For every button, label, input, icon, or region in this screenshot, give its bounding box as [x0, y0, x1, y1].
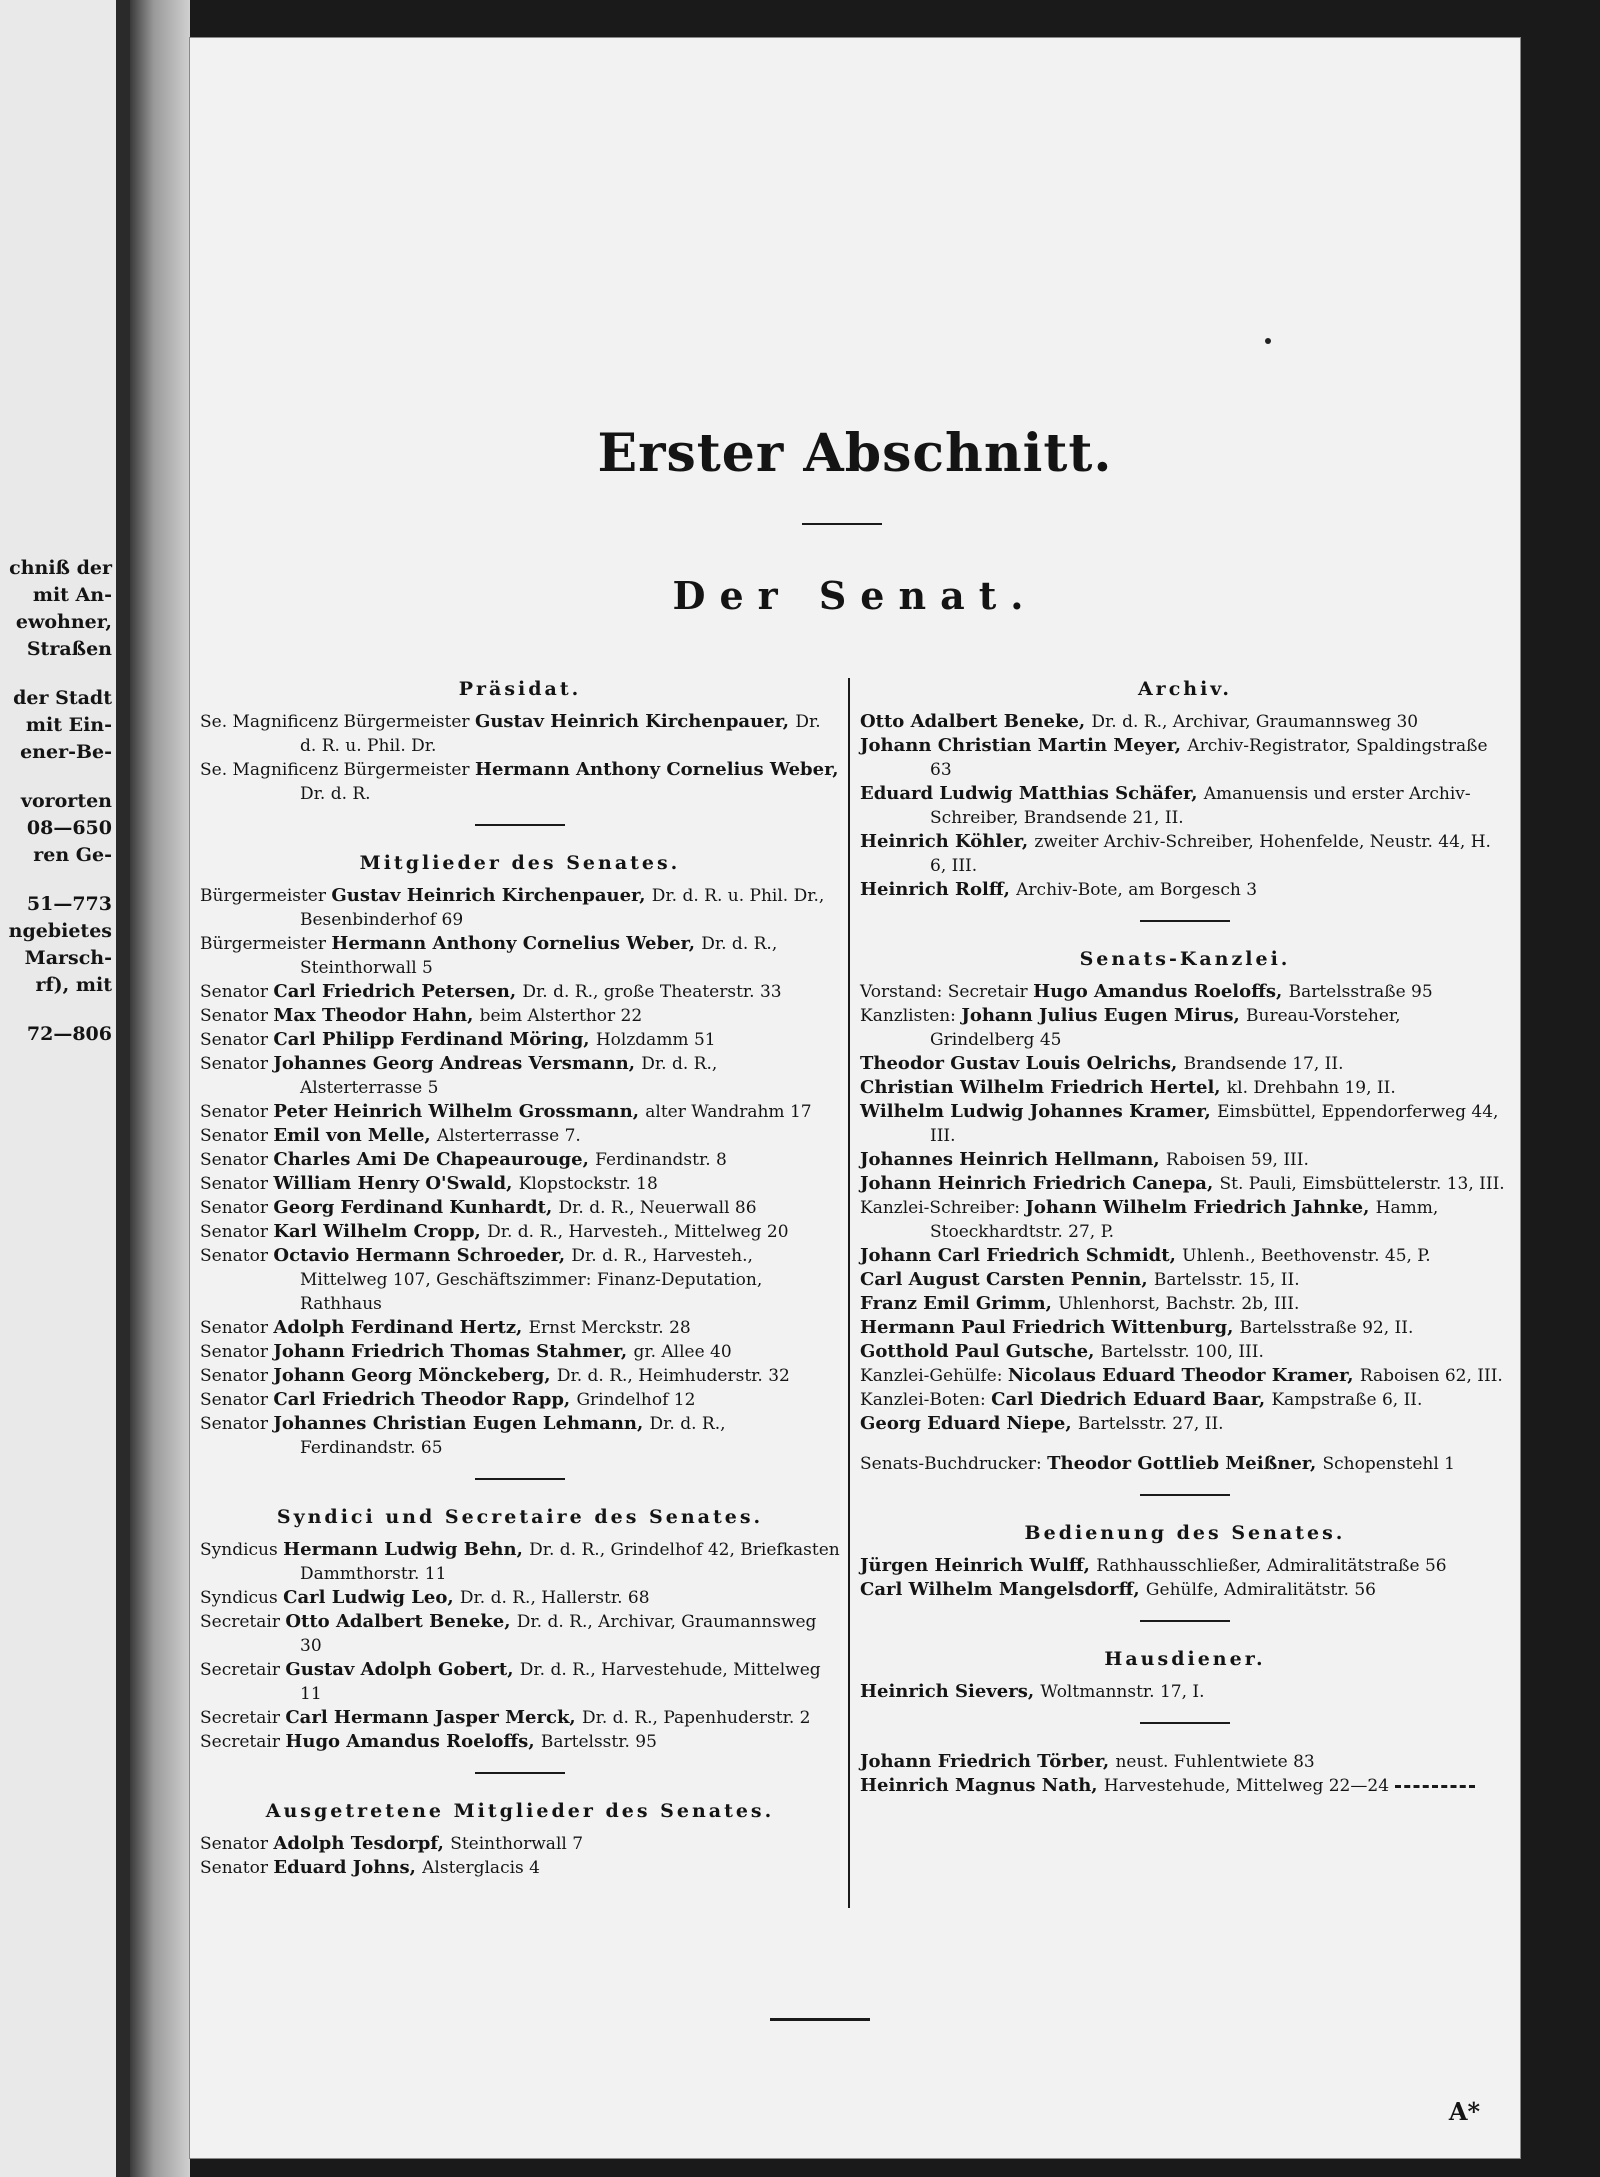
directory-entry — [200, 1388, 840, 1412]
praesidat-heading: Präsidat. — [458, 678, 582, 700]
directory-entry — [860, 1172, 1510, 1196]
entry-details: Schopenstehl 1 — [1322, 1454, 1455, 1474]
entry-name: Gustav Heinrich Kirchenpauer, — [474, 711, 796, 732]
entry-name: Heinrich Rolff, — [860, 879, 1017, 900]
entry-details: Bartelsstr. 27, II. — [1077, 1414, 1224, 1434]
directory-entry — [860, 1076, 1510, 1100]
entry-details: Dr. d. R. — [300, 784, 371, 804]
directory-entry — [860, 1412, 1510, 1436]
entry-name: Heinrich Sievers, — [860, 1681, 1041, 1702]
entry-name: Heinrich Magnus Nath, — [860, 1775, 1104, 1796]
entry-details: Alsterterrasse 7. — [436, 1126, 581, 1146]
entry-details: Bartelsstraße 92, II. — [1239, 1318, 1414, 1338]
section-rule — [475, 824, 565, 826]
entry-title: Senats-Buchdrucker: — [860, 1454, 1048, 1474]
previous-page-gap — [2, 869, 112, 891]
entry-title: Kanzlisten: — [860, 1006, 962, 1026]
directory-entry — [200, 1364, 840, 1388]
directory-entry — [200, 1340, 840, 1364]
previous-page-line: 51—773 — [26, 893, 112, 915]
directory-entry — [860, 734, 1510, 782]
entry-details: Dr. d. R. u. Phil. Dr., Besenbinderhof 69 — [300, 886, 825, 930]
entry-name: Wilhelm Ludwig Johannes Kramer, — [860, 1101, 1218, 1122]
directory-entry — [200, 1244, 840, 1316]
directory-entry — [860, 1774, 1510, 1798]
entry-title: Senator — [200, 1414, 274, 1434]
entry-details: Brandsende 17, II. — [1183, 1054, 1344, 1074]
previous-page-line: Marsch- — [24, 947, 112, 969]
previous-page-line: vororten — [20, 790, 112, 812]
right-column — [860, 678, 1510, 1798]
directory-entry — [200, 1028, 840, 1052]
entry-details: Raboisen 59, III. — [1165, 1150, 1309, 1170]
directory-entry — [200, 1856, 840, 1880]
directory-entry — [200, 1124, 840, 1148]
entry-name: Adolph Ferdinand Hertz, — [273, 1317, 529, 1338]
section-rule — [1140, 920, 1230, 922]
entry-name: Carl Wilhelm Mangelsdorff, — [860, 1579, 1146, 1600]
directory-entry — [860, 1680, 1510, 1704]
entry-name: Johann Christian Martin Meyer, — [860, 735, 1188, 756]
previous-page-gap — [2, 663, 112, 685]
previous-page-line: 08—650 — [26, 817, 112, 839]
entry-name: Johann Julius Eugen Mirus, — [961, 1005, 1246, 1026]
entry-details: Steinthorwall 7 — [450, 1834, 584, 1854]
entry-name: Georg Ferdinand Kunhardt, — [273, 1197, 559, 1218]
entry-title: Senator — [200, 1858, 274, 1878]
entry-name: Theodor Gottlieb Meißner, — [1047, 1453, 1323, 1474]
entry-details: Hamm, Stoeckhardtstr. 27, P. — [930, 1198, 1439, 1242]
entry-details: Bartelsstraße 95 — [1288, 982, 1433, 1002]
directory-entry — [860, 1316, 1510, 1340]
entry-name: Hermann Anthony Cornelius Weber, — [474, 759, 839, 780]
entry-title: Vorstand: Secretair — [860, 982, 1034, 1002]
former-members-heading: Ausgetretene Mitglieder des Senates. — [265, 1800, 775, 1822]
entry-name: Johannes Christian Eugen Lehmann, — [273, 1413, 650, 1434]
entry-details: Bartelsstr. 15, II. — [1153, 1270, 1300, 1290]
entry-name: Otto Adalbert Beneke, — [285, 1611, 517, 1632]
entry-name: Gustav Heinrich Kirchenpauer, — [331, 885, 652, 906]
entry-name: Emil von Melle, — [273, 1125, 437, 1146]
entry-name: Charles Ami De Chapeaurouge, — [273, 1149, 596, 1170]
entry-details: Dr. d. R., Hallerstr. 68 — [459, 1588, 650, 1608]
archive-heading: Archiv. — [1137, 678, 1233, 700]
entry-details: Dr. d. R. u. Phil. Dr. — [300, 712, 821, 756]
entry-details: Klopstockstr. 18 — [518, 1174, 658, 1194]
entry-details: Uhlenh., Beethovenstr. 45, P. — [1182, 1246, 1431, 1266]
entry-details: Dr. d. R., Ferdinandstr. 65 — [300, 1414, 726, 1458]
directory-entry — [860, 1292, 1510, 1316]
entry-details: Bureau-Vorsteher, Grindelberg 45 — [930, 1006, 1401, 1050]
directory-entry — [860, 1196, 1510, 1244]
entry-name: Max Theodor Hahn, — [273, 1005, 480, 1026]
entry-name: Johann Friedrich Törber, — [860, 1751, 1116, 1772]
entry-name: Carl Hermann Jasper Merck, — [285, 1707, 582, 1728]
entry-title: Senator — [200, 1054, 274, 1074]
print-speck — [1265, 338, 1271, 344]
entry-title: Kanzlei-Schreiber: — [860, 1198, 1026, 1218]
directory-entry — [200, 884, 840, 932]
entry-title: Secretair — [200, 1732, 286, 1752]
entry-title: Senator — [200, 1342, 274, 1362]
directory-entry — [860, 1388, 1510, 1412]
directory-entry — [860, 980, 1510, 1004]
entry-name: Nicolaus Eduard Theodor Kramer, — [1007, 1365, 1360, 1386]
entry-details: Uhlenhorst, Bachstr. 2b, III. — [1058, 1294, 1300, 1314]
entry-details: Dr. d. R., Steinthorwall 5 — [300, 934, 778, 978]
entry-details: Eimsbüttel, Eppendorferweg 44, III. — [930, 1102, 1499, 1146]
previous-page-gap — [2, 766, 112, 788]
entry-details: Holzdamm 51 — [595, 1030, 716, 1050]
section-rule — [475, 1478, 565, 1480]
directory-entry — [860, 830, 1510, 878]
entry-title: Senator — [200, 982, 274, 1002]
directory-entry — [200, 1148, 840, 1172]
directory-entry — [200, 980, 840, 1004]
entry-details: Ernst Merckstr. 28 — [528, 1318, 691, 1338]
previous-page-line: ren Ge- — [33, 844, 112, 866]
chancellery-heading: Senats-Kanzlei. — [1079, 948, 1291, 970]
entry-title: Se. Magnificenz Bürgermeister — [200, 760, 475, 780]
entry-name: Johann Wilhelm Friedrich Jahnke, — [1025, 1197, 1376, 1218]
directory-entry — [200, 758, 840, 806]
entry-details: Grindelhof 12 — [576, 1390, 696, 1410]
section-rule — [475, 1772, 565, 1774]
entry-details: zweiter Archiv-Schreiber, Hohenfelde, Neustr. 44, H. 6, III. — [930, 832, 1491, 876]
section-rule — [1140, 1620, 1230, 1622]
directory-entry — [860, 1452, 1510, 1476]
directory-entry — [200, 932, 840, 980]
entry-details: Dr. d. R., Alsterterrasse 5 — [300, 1054, 718, 1098]
entry-name: Carl Diedrich Eduard Baar, — [991, 1389, 1272, 1410]
members-heading: Mitglieder des Senates. — [359, 852, 681, 874]
directory-entry — [200, 1100, 840, 1124]
directory-entry — [200, 1658, 840, 1706]
directory-entry — [860, 710, 1510, 734]
directory-entry — [860, 1244, 1510, 1268]
entry-details: Gehülfe, Admiralitätstr. 56 — [1145, 1580, 1376, 1600]
entry-name: Johann Georg Mönckeberg, — [273, 1365, 557, 1386]
entry-name: Hugo Amandus Roeloffs, — [1033, 981, 1289, 1002]
section-rule — [1140, 1494, 1230, 1496]
entry-title: Bürgermeister — [200, 886, 332, 906]
entry-details: Dr. d. R., Grindelhof 42, Briefkasten Dammthorstr. 11 — [300, 1540, 840, 1584]
directory-entry — [860, 1340, 1510, 1364]
subtitle: Der Senat. — [672, 573, 1038, 618]
entry-title: Senator — [200, 1006, 274, 1026]
entry-details: Dr. d. R., Heimhuderstr. 32 — [556, 1366, 790, 1386]
entry-details: Ferdinandstr. 8 — [595, 1150, 727, 1170]
entry-name: William Henry O'Swald, — [273, 1173, 519, 1194]
entry-name: Theodor Gustav Louis Oelrichs, — [860, 1053, 1184, 1074]
document-page — [190, 38, 1520, 2158]
entry-title: Kanzlei-Boten: — [860, 1390, 992, 1410]
entry-title: Senator — [200, 1030, 274, 1050]
entry-title: Kanzlei-Gehülfe: — [860, 1366, 1008, 1386]
previous-page-line: ngebietes — [8, 920, 112, 942]
directory-entry — [860, 1268, 1510, 1292]
entry-name: Johannes Georg Andreas Versmann, — [273, 1053, 642, 1074]
entry-title: Senator — [200, 1102, 274, 1122]
entry-details: Dr. d. R., Harvesteh., Mittelweg 20 — [487, 1222, 789, 1242]
directory-entry — [860, 1750, 1510, 1774]
entry-name: Johann Friedrich Thomas Stahmer, — [273, 1341, 634, 1362]
entry-title: Secretair — [200, 1660, 286, 1680]
entry-details: Bartelsstr. 100, III. — [1100, 1342, 1264, 1362]
entry-name: Gustav Adolph Gobert, — [285, 1659, 520, 1680]
entry-title: Secretair — [200, 1708, 286, 1728]
entry-name: Johann Carl Friedrich Schmidt, — [860, 1245, 1183, 1266]
directory-entry — [200, 1052, 840, 1100]
directory-entry — [200, 1004, 840, 1028]
syndici-heading: Syndici und Secretaire des Senates. — [276, 1506, 764, 1528]
entry-title: Senator — [200, 1246, 274, 1266]
entry-details: alter Wandrahm 17 — [645, 1102, 812, 1122]
entry-name: Johannes Heinrich Hellmann, — [860, 1149, 1166, 1170]
entry-title: Syndicus — [200, 1588, 284, 1608]
directory-entry — [200, 1730, 840, 1754]
directory-entry — [860, 1148, 1510, 1172]
previous-page-text — [2, 555, 112, 1048]
entry-name: Hermann Anthony Cornelius Weber, — [331, 933, 702, 954]
entry-name: Johann Heinrich Friedrich Canepa, — [860, 1173, 1220, 1194]
directory-entry — [860, 1100, 1510, 1148]
entry-title: Senator — [200, 1318, 274, 1338]
entry-details: Bartelsstr. 95 — [540, 1732, 657, 1752]
entry-name: Heinrich Köhler, — [860, 831, 1035, 852]
entry-details: gr. Allee 40 — [633, 1342, 732, 1362]
entry-title: Senator — [200, 1222, 274, 1242]
previous-page-line: ewohner, — [15, 611, 112, 633]
previous-page-edge — [0, 0, 130, 2177]
section-title: Erster Abschnitt. — [597, 423, 1113, 484]
section-rule — [1140, 1722, 1230, 1724]
house-servants-heading: Hausdiener. — [1104, 1648, 1266, 1670]
previous-page-line: mit An- — [32, 584, 112, 606]
entry-title: Senator — [200, 1150, 274, 1170]
entry-details: Dr. d. R., Neuerwall 86 — [558, 1198, 757, 1218]
entry-details: Dr. d. R., Archivar, Graumannsweg 30 — [300, 1612, 817, 1656]
entry-details: Harvestehude, Mittelweg 22—24 — [1103, 1776, 1390, 1796]
previous-page-line: der Stadt — [13, 687, 112, 709]
entry-name: Carl August Carsten Pennin, — [860, 1269, 1154, 1290]
entry-details: St. Pauli, Eimsbüttelerstr. 13, III. — [1219, 1174, 1505, 1194]
directory-entry — [860, 782, 1510, 830]
entry-title: Senator — [200, 1834, 274, 1854]
entry-title: Senator — [200, 1366, 274, 1386]
directory-entry — [200, 1610, 840, 1658]
directory-entry — [200, 1832, 840, 1856]
entry-name: Hermann Ludwig Behn, — [283, 1539, 530, 1560]
directory-entry — [200, 1706, 840, 1730]
entry-name: Eduard Ludwig Matthias Schäfer, — [860, 783, 1204, 804]
entry-name: Octavio Hermann Schroeder, — [273, 1245, 572, 1266]
book-gutter — [130, 0, 190, 2177]
directory-entry — [200, 1538, 840, 1586]
directory-entry — [200, 1196, 840, 1220]
previous-page-line: ener-Be- — [20, 741, 112, 763]
entry-details: neust. Fuhlentwiete 83 — [1115, 1752, 1315, 1772]
previous-page-line: 72—806 — [26, 1023, 112, 1045]
entry-name: Hermann Paul Friedrich Wittenburg, — [860, 1317, 1240, 1338]
title-rule — [802, 523, 882, 525]
previous-page-line: mit Ein- — [25, 714, 112, 736]
entry-details: Amanuensis und erster Archiv-Schreiber, Brandsende 21, II. — [930, 784, 1471, 828]
staff-heading: Bedienung des Senates. — [1024, 1522, 1346, 1544]
entry-name: Carl Friedrich Petersen, — [273, 981, 523, 1002]
entry-details: beim Alsterthor 22 — [479, 1006, 643, 1026]
directory-entry — [860, 1554, 1510, 1578]
signature-mark: A* — [1448, 2097, 1480, 2126]
entry-details: Dr. d. R., Papenhuderstr. 2 — [581, 1708, 811, 1728]
dashed-line-end — [1395, 1785, 1475, 1788]
entry-name: Jürgen Heinrich Wulff, — [860, 1555, 1097, 1576]
column-divider — [848, 678, 850, 1908]
directory-entry — [860, 1004, 1510, 1052]
entry-name: Otto Adalbert Beneke, — [860, 711, 1092, 732]
entry-name: Adolph Tesdorpf, — [273, 1833, 451, 1854]
directory-entry — [200, 1172, 840, 1196]
entry-details: kl. Drehbahn 19, II. — [1226, 1078, 1396, 1098]
entry-details: Dr. d. R., Harvesteh., Mittelweg 107, Geschäftszimmer: Finanz-Deputation, Rathhaus — [300, 1246, 763, 1314]
entry-details: Dr. d. R., Harvestehude, Mittelweg 11 — [300, 1660, 821, 1704]
directory-entry — [200, 710, 840, 758]
entry-details: Alsterglacis 4 — [422, 1858, 540, 1878]
entry-title: Senator — [200, 1390, 274, 1410]
entry-title: Senator — [200, 1126, 274, 1146]
bottom-rule — [770, 2018, 870, 2021]
entry-name: Eduard Johns, — [273, 1857, 423, 1878]
entry-name: Christian Wilhelm Friedrich Hertel, — [860, 1077, 1227, 1098]
entry-details: Raboisen 62, III. — [1359, 1366, 1503, 1386]
previous-page-gap — [2, 999, 112, 1021]
entry-title: Bürgermeister — [200, 934, 332, 954]
entry-name: Hugo Amandus Roeloffs, — [285, 1731, 541, 1752]
entry-name: Carl Ludwig Leo, — [283, 1587, 460, 1608]
entry-details: Rathhausschließer, Admiralitätstraße 56 — [1096, 1556, 1447, 1576]
entry-name: Carl Friedrich Theodor Rapp, — [273, 1389, 577, 1410]
entry-details: Woltmannstr. 17, I. — [1040, 1682, 1205, 1702]
directory-entry — [200, 1316, 840, 1340]
entry-name: Georg Eduard Niepe, — [860, 1413, 1078, 1434]
entry-title: Senator — [200, 1174, 274, 1194]
directory-entry — [860, 878, 1510, 902]
entry-details: Kampstraße 6, II. — [1271, 1390, 1423, 1410]
entry-name: Gotthold Paul Gutsche, — [860, 1341, 1101, 1362]
entry-details: Archiv-Bote, am Borgesch 3 — [1016, 880, 1258, 900]
entry-title: Secretair — [200, 1612, 286, 1632]
entry-title: Syndicus — [200, 1540, 284, 1560]
entry-details: Dr. d. R., Archivar, Graumannsweg 30 — [1091, 712, 1419, 732]
entry-name: Franz Emil Grimm, — [860, 1293, 1059, 1314]
entry-title: Senator — [200, 1198, 274, 1218]
left-column — [200, 678, 840, 1880]
entry-title: Se. Magnificenz Bürgermeister — [200, 712, 475, 732]
previous-page-line: chniß der — [9, 557, 112, 579]
entry-name: Peter Heinrich Wilhelm Grossmann, — [273, 1101, 646, 1122]
directory-entry — [200, 1412, 840, 1460]
entry-details: Dr. d. R., große Theaterstr. 33 — [522, 982, 782, 1002]
spacer — [860, 1436, 1510, 1452]
directory-entry — [200, 1220, 840, 1244]
previous-page-line: rf), mit — [35, 974, 112, 996]
entry-details: Archiv-Registrator, Spaldingstraße 63 — [930, 736, 1488, 780]
directory-entry — [860, 1052, 1510, 1076]
page-edge-shadow — [116, 0, 130, 2177]
directory-entry — [860, 1578, 1510, 1602]
directory-entry — [860, 1364, 1510, 1388]
entry-name: Carl Philipp Ferdinand Möring, — [273, 1029, 596, 1050]
directory-entry — [200, 1586, 840, 1610]
entry-name: Karl Wilhelm Cropp, — [273, 1221, 488, 1242]
previous-page-line: Straßen — [26, 638, 112, 660]
